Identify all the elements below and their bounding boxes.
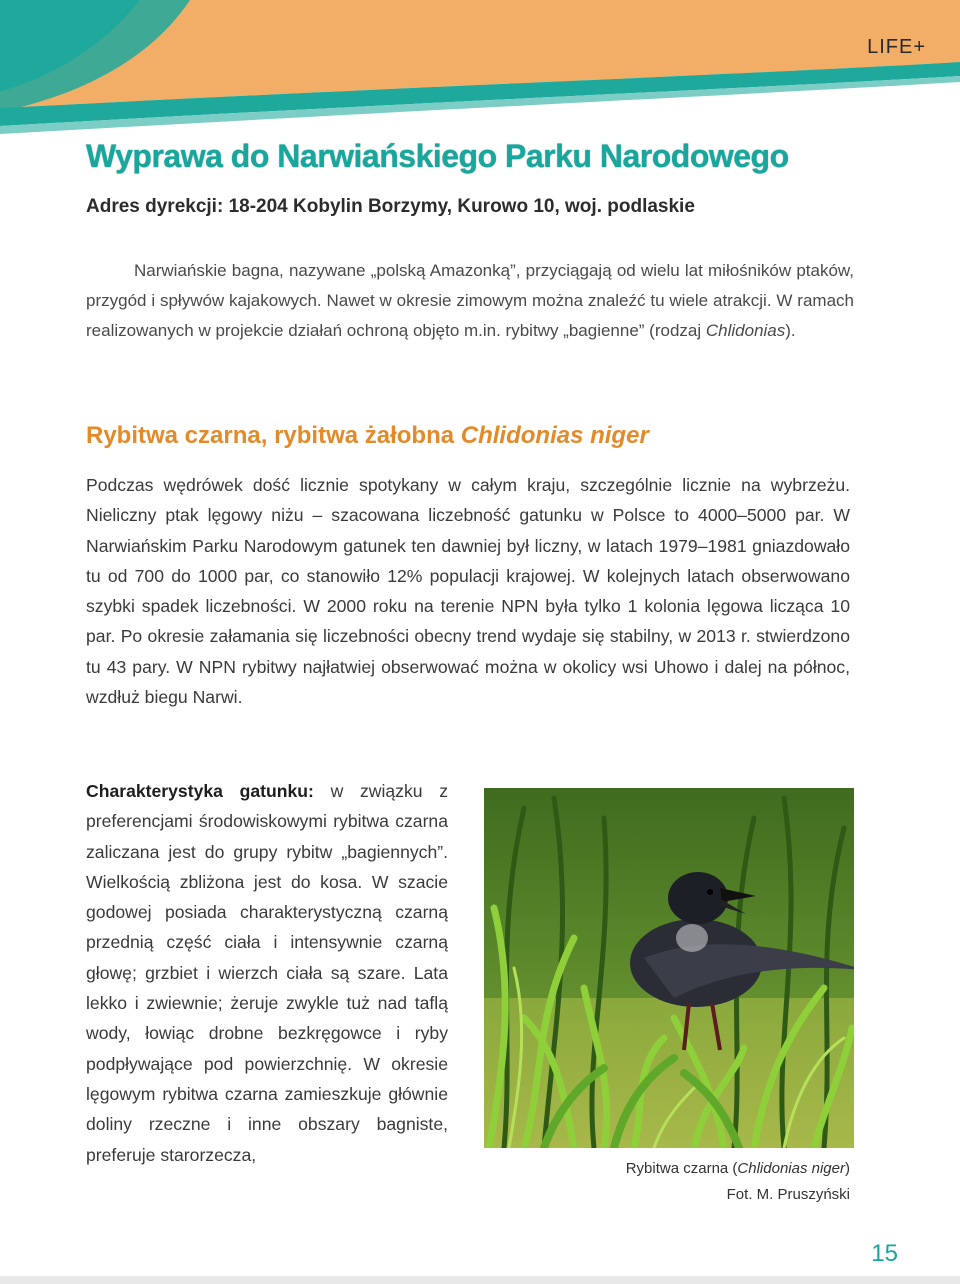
characteristics-label: Charakterystyka gatunku:: [86, 781, 314, 801]
bottom-bar: [0, 1276, 960, 1284]
species-heading-latin: Chlidonias niger: [460, 422, 649, 449]
intro-paragraph: [86, 256, 854, 346]
intro-text: Narwiańskie bagna, nazywane „polską Amazonką”, przyciągają od wielu lat miłośników ptaków, przygód i spływów kajakowych. Nawet w okresie zimowym można znaleźć tu wiele atrakcji. W ramach realizowanych w projekcie działań ochroną objęto m.in. rybitwy „bagienne” (rodzaj: [86, 261, 854, 340]
species-heading: [86, 422, 649, 450]
page-header: [0, 0, 960, 140]
caption-suffix: ): [845, 1160, 850, 1177]
species-heading-main: Rybitwa czarna, rybitwa żałobna: [86, 422, 461, 449]
characteristics-paragraph: [86, 776, 448, 1170]
species-paragraph-text: Podczas wędrówek dość licznie spotykany w całym kraju, szczególnie licznie na wybrzeżu. Nieliczny ptak lęgowy niżu – szacowana liczebność gatunku w Polsce to 4000–5000 par. W Narwiańskim Parku Narodowym gatunek ten dawniej był liczny, w latach 1979–1981 gniazdowało tu od 700 do 1000 par, co stanowiło 12% populacji krajowej. W kolejnych latach obserwowano szybki spadek liczebności. W 2000 roku na terenie NPN była tylko 1 kolonia lęgowa licząca 10 par. Po okresie załamania się liczebności obecny trend wydaje się stabilny, w 2013 r. stwierdzono tu 43 pary. W NPN rybitwy najłatwiej obserwować można w okolicy wsi Uhowo i dalej na północ, wzdłuż biegu Narwi.: [86, 475, 850, 708]
photo-caption: [484, 1156, 850, 1208]
black-tern-photo-image: [484, 788, 854, 1148]
caption-prefix: Rybitwa czarna (: [625, 1160, 738, 1177]
species-paragraph: [86, 470, 850, 712]
header-wave-graphic: [0, 0, 960, 140]
characteristics-text: w związku z preferencjami środowiskowymi rybitwa czarna zaliczana jest do grupy rybitw „bagiennych”. Wielkością zbliżona jest do kosa. W szacie godowej posiada charakterystyczną czarną przednią część ciała i intensywnie czarną głowę; grzbiet i wierzch ciała są szare. Lata lekko i zwiewnie; żeruje zwykle tuż nad taflą wody, łowiąc drobne bezkręgowce i ryby podpływające pod powierzchnię. W okresie lęgowym rybitwa czarna zamieszkuje głównie doliny rzeczne i inne obszary bagniste, preferuje starorzecza,: [86, 781, 448, 1165]
bird-photo: [484, 788, 854, 1148]
intro-text-end: ).: [785, 321, 796, 340]
page-title: Wyprawa do Narwiańskiego Parku Narodowego: [86, 138, 789, 174]
address-line: Adres dyrekcji: 18-204 Kobylin Borzymy, Kurowo 10, woj. podlaskie: [86, 196, 695, 217]
intro-italic-genus: Chlidonias: [705, 321, 786, 340]
page-number: 15: [871, 1240, 898, 1267]
photo-credit: Fot. M. Pruszyński: [726, 1186, 850, 1203]
caption-latin: Chlidonias niger: [737, 1160, 845, 1177]
brand-label: LIFE+: [867, 36, 926, 58]
caption-line: [484, 1156, 850, 1182]
